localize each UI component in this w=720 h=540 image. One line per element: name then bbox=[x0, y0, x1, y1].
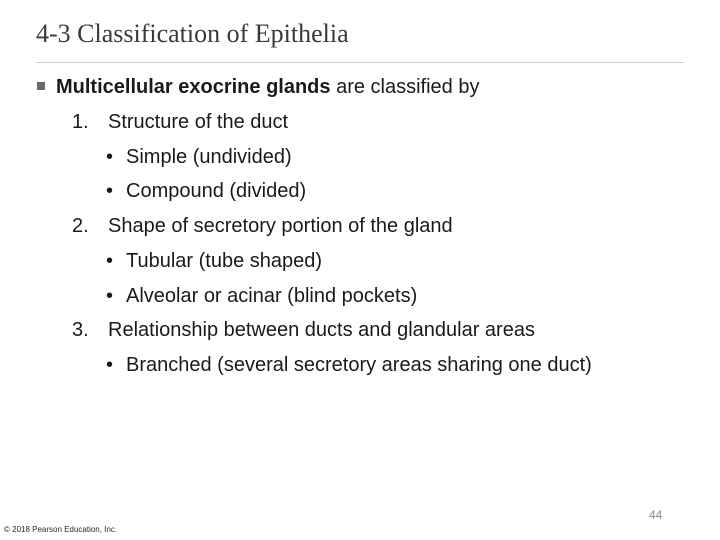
list-item-text: Structure of the duct bbox=[108, 111, 289, 133]
bullet-icon: • bbox=[106, 354, 114, 376]
bullet-icon: • bbox=[106, 146, 114, 168]
list-item bbox=[72, 214, 453, 238]
sub-list-item bbox=[106, 249, 322, 273]
sub-list-item bbox=[106, 179, 306, 203]
list-item-text: Relationship between ducts and glandular areas bbox=[108, 319, 535, 341]
bullet-icon: • bbox=[106, 285, 114, 307]
square-bullet-icon bbox=[37, 82, 45, 90]
sub-list-item bbox=[106, 145, 292, 169]
slide-title: 4-3 Classification of Epithelia bbox=[36, 19, 349, 48]
list-number: 1. bbox=[72, 111, 89, 133]
list-item-text: Shape of secretory portion of the gland bbox=[108, 215, 453, 237]
title-divider bbox=[36, 62, 684, 63]
sub-list-item bbox=[106, 353, 592, 377]
page-number: 44 bbox=[649, 508, 663, 522]
sub-list-item-text: Branched (several secretory areas sharing one duct) bbox=[126, 354, 592, 376]
sub-list-item-text: Compound (divided) bbox=[126, 180, 307, 202]
sub-list-item-text: Simple (undivided) bbox=[126, 146, 292, 168]
sub-list-item-text: Tubular (tube shaped) bbox=[126, 250, 323, 272]
sub-list-item bbox=[106, 284, 417, 308]
copyright-notice: © 2018 Pearson Education, Inc. bbox=[4, 525, 118, 534]
bullet-icon: • bbox=[106, 250, 114, 272]
bullet-icon: • bbox=[106, 180, 114, 202]
intro-bold-text: Multicellular exocrine glands bbox=[56, 76, 331, 98]
list-number: 3. bbox=[72, 319, 89, 341]
list-item bbox=[72, 110, 288, 134]
intro-rest-text: are classified by bbox=[330, 76, 480, 98]
sub-list-item-text: Alveolar or acinar (blind pockets) bbox=[126, 285, 418, 307]
list-item bbox=[72, 318, 535, 342]
list-number: 2. bbox=[72, 215, 89, 237]
intro-line bbox=[37, 75, 480, 99]
